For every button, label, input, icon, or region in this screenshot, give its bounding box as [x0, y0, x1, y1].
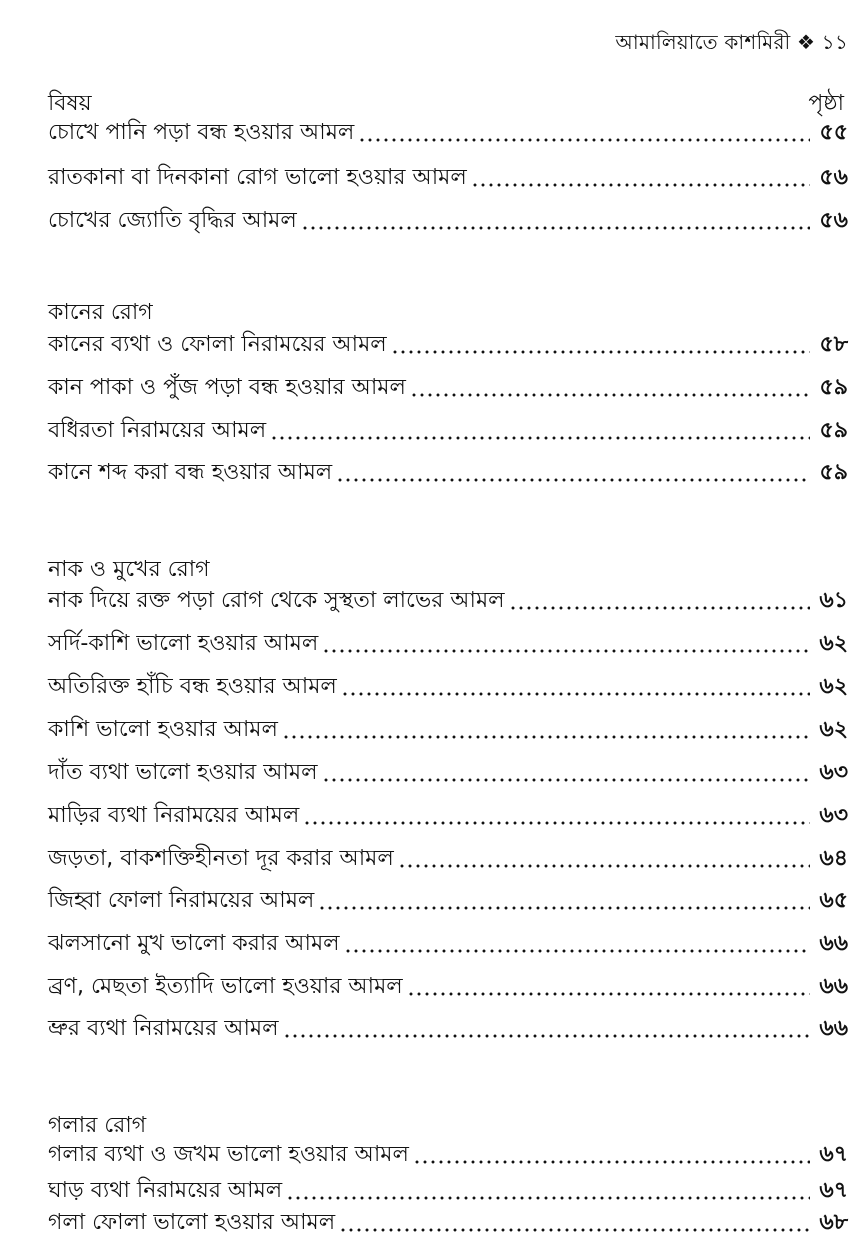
entry-page: ৫৬ [819, 208, 848, 233]
toc-entry [48, 886, 848, 920]
entry-page: ৬৬ [819, 931, 848, 956]
dot-leader [318, 903, 810, 913]
toc-entry [48, 1208, 848, 1242]
entry-title: রাতকানা বা দিনকানা রোগ ভালো হওয়ার আমল [48, 165, 467, 190]
toc-entry [48, 929, 848, 963]
entry-page: ৫৬ [819, 165, 848, 190]
entry-page: ৬৩ [819, 760, 848, 785]
toc-entry [48, 758, 848, 792]
dot-leader [282, 732, 810, 742]
toc-entry [48, 163, 848, 197]
entry-page: ৫৯ [819, 418, 848, 443]
toc-entry [48, 458, 848, 492]
entry-title: কান পাকা ও পুঁজ পড়া বন্ধ হওয়ার আমল [48, 375, 406, 400]
toc-entry [48, 1014, 848, 1048]
entry-page: ৬৭ [819, 1178, 848, 1203]
section-title: নাক ও মুখের রোগ [48, 557, 210, 582]
dot-leader [322, 646, 810, 656]
toc-entry [48, 206, 848, 240]
subject-heading: বিষয় [48, 91, 92, 116]
entry-page: ৬৭ [819, 1142, 848, 1167]
entry-title: ঝলসানো মুখ ভালো করার আমল [48, 931, 340, 956]
entry-title: বধিরতা নিরাময়ের আমল [48, 418, 267, 443]
entry-page: ৫৮ [819, 332, 848, 357]
toc-entry [48, 972, 848, 1006]
toc-entry [48, 672, 848, 706]
entry-title: চোখে পানি পড়া বন্ধ হওয়ার আমল [48, 120, 355, 145]
dot-leader [358, 135, 810, 145]
toc-entry [48, 373, 848, 407]
entry-page: ৬৬ [819, 1016, 848, 1041]
section-title: গলার রোগ [48, 1113, 147, 1138]
entry-page: ৬৬ [819, 974, 848, 999]
toc-entry [48, 416, 848, 450]
entry-title: ভ্রুর ব্যথা নিরাময়ের আমল [48, 1016, 279, 1041]
entry-title: চোখের জ্যোতি বৃদ্ধির আমল [48, 208, 297, 233]
entry-title: কানে শব্দ করা বন্ধ হওয়ার আমল [48, 460, 333, 485]
toc-entry [48, 844, 848, 878]
toc-entry [48, 118, 848, 152]
entry-page: ৫৫ [819, 120, 848, 145]
entry-title: কাশি ভালো হওয়ার আমল [48, 717, 278, 742]
entry-title: সর্দি-কাশি ভালো হওয়ার আমল [48, 631, 319, 656]
toc-entry [48, 715, 848, 749]
page-heading: পৃষ্ঠা [808, 91, 844, 116]
dot-leader [336, 475, 810, 485]
entry-title: কানের ব্যথা ও ফোলা নিরাময়ের আমল [48, 332, 387, 357]
toc-entry [48, 1140, 848, 1174]
entry-title: ঘাড় ব্যথা নিরাময়ের আমল [48, 1178, 283, 1203]
dot-leader [398, 861, 810, 871]
dot-leader [301, 223, 810, 233]
entry-title: মাড়ির ব্যথা নিরাময়ের আমল [48, 803, 300, 828]
dot-leader [270, 433, 810, 443]
running-header: আমালিয়াতে কাশমিরী ❖ ১১ [615, 30, 848, 54]
entry-title: জিহ্বা ফোলা নিরাময়ের আমল [48, 888, 315, 913]
entry-page: ৬৫ [819, 888, 848, 913]
entry-page: ৬২ [819, 717, 848, 742]
dot-leader [303, 818, 810, 828]
toc-entry [48, 330, 848, 364]
toc-entry [48, 586, 848, 620]
entry-page: ৬৪ [819, 846, 848, 871]
entry-page: ৬১ [819, 588, 848, 613]
entry-title: গলার ব্যথা ও জখম ভালো হওয়ার আমল [48, 1142, 409, 1167]
entry-page: ৬৩ [819, 803, 848, 828]
entry-title: দাঁত ব্যথা ভালো হওয়ার আমল [48, 760, 318, 785]
entry-page: ৬২ [819, 631, 848, 656]
toc-entry [48, 801, 848, 835]
entry-page: ৬৮ [819, 1210, 848, 1235]
dot-leader [344, 946, 810, 956]
toc-entry [48, 629, 848, 663]
dot-leader [322, 775, 810, 785]
entry-page: ৬২ [819, 674, 848, 699]
entry-page: ৫৯ [819, 375, 848, 400]
dot-leader [413, 1157, 810, 1167]
dot-leader [391, 347, 810, 357]
entry-title: অতিরিক্ত হাঁচি বন্ধ হওয়ার আমল [48, 674, 337, 699]
entry-title: গলা ফোলা ভালো হওয়ার আমল [48, 1210, 336, 1235]
section-title: কানের রোগ [48, 300, 153, 325]
entry-title: নাক দিয়ে রক্ত পড়া রোগ থেকে সুস্থতা লাভের আমল [48, 588, 505, 613]
dot-leader [410, 390, 810, 400]
dot-leader [407, 989, 810, 999]
dot-leader [341, 689, 810, 699]
dot-leader [283, 1031, 810, 1041]
dot-leader [286, 1193, 810, 1203]
dot-leader [339, 1225, 810, 1235]
entry-page: ৫৯ [819, 460, 848, 485]
entry-title: ব্রণ, মেছতা ইত্যাদি ভালো হওয়ার আমল [48, 974, 403, 999]
entry-title: জড়তা, বাকশক্তিহীনতা দূর করার আমল [48, 846, 394, 871]
dot-leader [471, 180, 810, 190]
dot-leader [509, 603, 810, 613]
